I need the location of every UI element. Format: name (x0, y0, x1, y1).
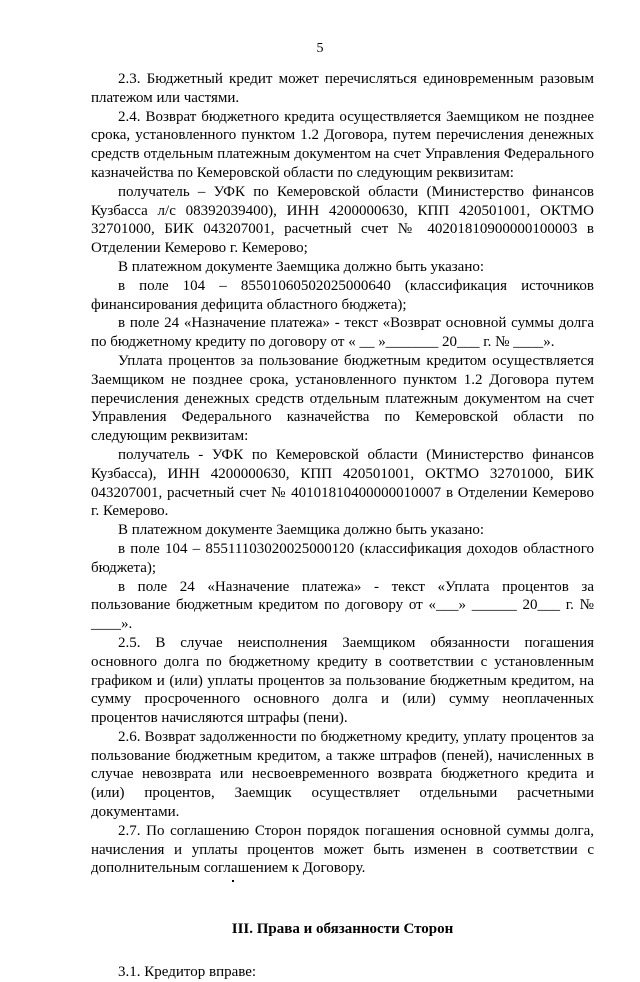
paragraph-interest-payment: Уплата процентов за пользование бюджетным кредитом осуществляется Заемщиком не позднее срока, установленного пунктом 1.2 Договора путем перечисления денежных средств отдельным платежным документом на счет Управления Федерального казначейства по Кемеровской области по следующим реквизитам: (91, 352, 594, 445)
paragraph-recipient-principal: получатель – УФК по Кемеровской области (Министерство финансов Кузбасса л/с 08392039400), ИНН 4200000630, КПП 420501001, ОКТМО 32701000, БИК 043207001, расчетный счет № 40201810900000100003 в Отделении Кемерово г. Кемерово; (91, 183, 594, 257)
paragraph-2-5: 2.5. В случае неисполнения Заемщиком обязанности погашения основного долга по бюджетному кредиту в соответствии с установленным графиком и (или) уплаты процентов за пользование бюджетным кредитом, на сумму просроченного основного долга и (или) сумму неоплаченных процентов начисляются штрафы (пени). (91, 634, 594, 727)
paragraph-field-24-principal: в поле 24 «Назначение платежа» - текст «Возврат основной суммы долга по бюджетному кредиту по договору от « __ »_______ 20___ г. № ____». (91, 315, 594, 351)
subsection-3-1: 3.1. Кредитор вправе: (118, 964, 257, 981)
scan-speck (232, 880, 234, 882)
document-body (91, 70, 594, 982)
page-number: 5 (316, 41, 324, 56)
paragraph-field-24-interest: в поле 24 «Назначение платежа» - текст «Уплата процентов за пользование бюджетным кредитом по договору от «___» ______ 20___ г. № ____». (91, 578, 594, 633)
paragraph-field-104-interest: в поле 104 – 85511103020025000120 (классификация доходов областного бюджета); (91, 540, 594, 576)
section-heading: III. Права и обязанности Сторон (231, 921, 454, 938)
paragraph-2-4: 2.4. Возврат бюджетного кредита осуществляется Заемщиком не позднее срока, установленного пунктом 1.2 Договора, путем перечисления денежных средств отдельным платежным документом на счет Управления Федерального казначейства по Кемеровской области по следующим реквизитам: (91, 108, 594, 181)
paragraph-payment-doc-note: В платежном документе Заемщика должно быть указано: (118, 258, 485, 275)
paragraph-2-6: 2.6. Возврат задолженности по бюджетному кредиту, уплату процентов за пользование бюджетным кредитом, а также штрафов (пеней), начисленных в случае невозврата или несвоевременного возврата бюджетного кредита и (или) процентов, Заемщик осуществляет отдельными расчетными документами. (91, 728, 594, 821)
paragraph-2-3: 2.3. Бюджетный кредит может перечисляться единовременным разовым платежом или частями. (91, 71, 594, 106)
paragraph-field-104-principal: в поле 104 – 85501060502025000640 (классификация источников финансирования дефицита областного бюджета); (91, 277, 594, 313)
paragraph-payment-doc-note-2: В платежном документе Заемщика должно быть указано: (118, 522, 485, 539)
paragraph-2-7: 2.7. По соглашению Сторон порядок погашения основной суммы долга, начисления и уплаты процентов может быть изменен в соответствии с дополнительным соглашением к Договору. (91, 822, 594, 877)
paragraph-recipient-interest: получатель - УФК по Кемеровской области (Министерство финансов Кузбасса), ИНН 4200000630, КПП 420501001, ОКТМО 32701000, БИК 043207001, расчетный счет № 40101810400000010007 в Отделении Кемерово г. Кемерово. (91, 446, 594, 520)
